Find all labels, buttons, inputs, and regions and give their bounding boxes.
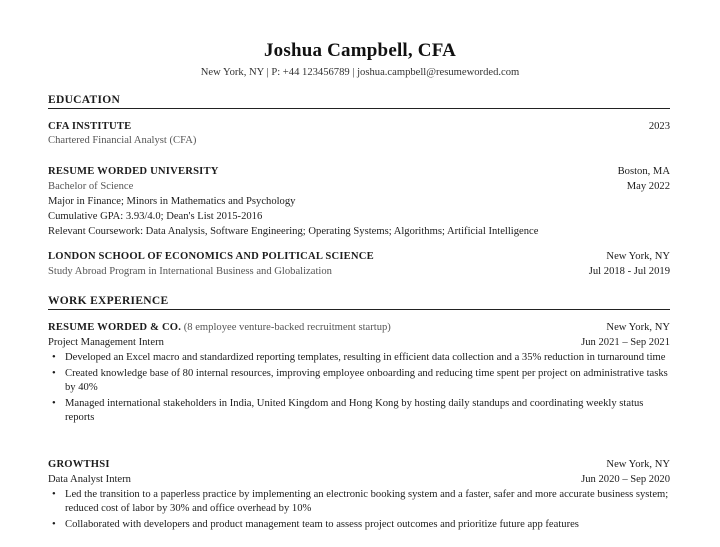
company-note: (8 employee venture-backed recruitment startup) xyxy=(183,322,391,333)
education-detail: Cumulative GPA: 3.93/4.0; Dean's List 2015-2016 xyxy=(48,211,263,222)
job-role: Data Analyst Intern xyxy=(48,474,131,485)
education-entry-cfa xyxy=(48,120,670,134)
resume-header xyxy=(0,40,720,78)
job-location: New York, NY xyxy=(606,459,670,470)
institution-name: RESUME WORDED UNIVERSITY xyxy=(48,166,219,177)
education-degree-row xyxy=(48,265,670,279)
job-dates: Jun 2020 – Sep 2020 xyxy=(581,474,670,485)
degree-text: Study Abroad Program in International Business and Globalization xyxy=(48,266,332,277)
institution-name: CFA INSTITUTE xyxy=(48,121,132,132)
education-detail: Relevant Coursework: Data Analysis, Software Engineering; Operating Systems; Algorithms; Artificial Intelligence xyxy=(48,226,539,237)
job-role-row xyxy=(48,473,670,487)
education-entry-rwu xyxy=(48,165,670,179)
job-header-row xyxy=(48,321,670,335)
list-item: • Collaborated with developers and product management team to assess project outcomes and prioritize future app features xyxy=(52,519,579,530)
experience-section-title: WORK EXPERIENCE xyxy=(48,295,670,310)
entry-date: May 2022 xyxy=(626,181,670,192)
education-degree-row xyxy=(48,180,670,194)
entry-location: New York, NY xyxy=(606,251,670,262)
job-header-row xyxy=(48,458,670,472)
degree-text: Chartered Financial Analyst (CFA) xyxy=(48,135,197,146)
institution-name: LONDON SCHOOL OF ECONOMICS AND POLITICAL SCIENCE xyxy=(48,251,374,262)
job-role: Project Management Intern xyxy=(48,337,164,348)
job-bullets xyxy=(48,488,670,534)
entry-location: Boston, MA xyxy=(617,166,670,177)
list-item: • Developed an Excel macro and standardized reporting templates, resulting in efficient data collection and a 35% reduction in turnaround time xyxy=(52,352,666,363)
job-location: New York, NY xyxy=(606,322,670,333)
education-section-title: EDUCATION xyxy=(48,94,670,109)
company-name: GROWTHSI xyxy=(48,459,110,470)
degree-text: Bachelor of Science xyxy=(48,181,134,192)
list-item: • Led the transition to a paperless practice by implementing an electronic booking system and a faster, safer and more accurate business system; reduced cost of labor by 30% and office overhead by 10% xyxy=(52,489,669,514)
contact-line: New York, NY | P: +44 123456789 | joshua.campbell@resumeworded.com xyxy=(200,67,520,78)
education-detail: Major in Finance; Minors in Mathematics and Psychology xyxy=(48,196,296,207)
job-dates: Jun 2021 – Sep 2021 xyxy=(581,337,670,348)
list-item: • Managed international stakeholders in India, United Kingdom and Hong Kong by hosting daily standups and coordinating weekly status reports xyxy=(52,398,644,423)
list-item: • Created knowledge base of 80 internal resources, improving employee onboarding and reducing time spent per project on administrative tasks by 40% xyxy=(52,368,668,393)
entry-date: 2023 xyxy=(648,121,670,132)
job-bullets xyxy=(48,351,670,427)
company-name: RESUME WORDED & CO. xyxy=(48,322,182,333)
job-role-row xyxy=(48,336,670,350)
entry-date: Jul 2018 - Jul 2019 xyxy=(588,266,670,277)
education-entry-lse xyxy=(48,250,670,264)
candidate-name: Joshua Campbell, CFA xyxy=(263,40,457,61)
